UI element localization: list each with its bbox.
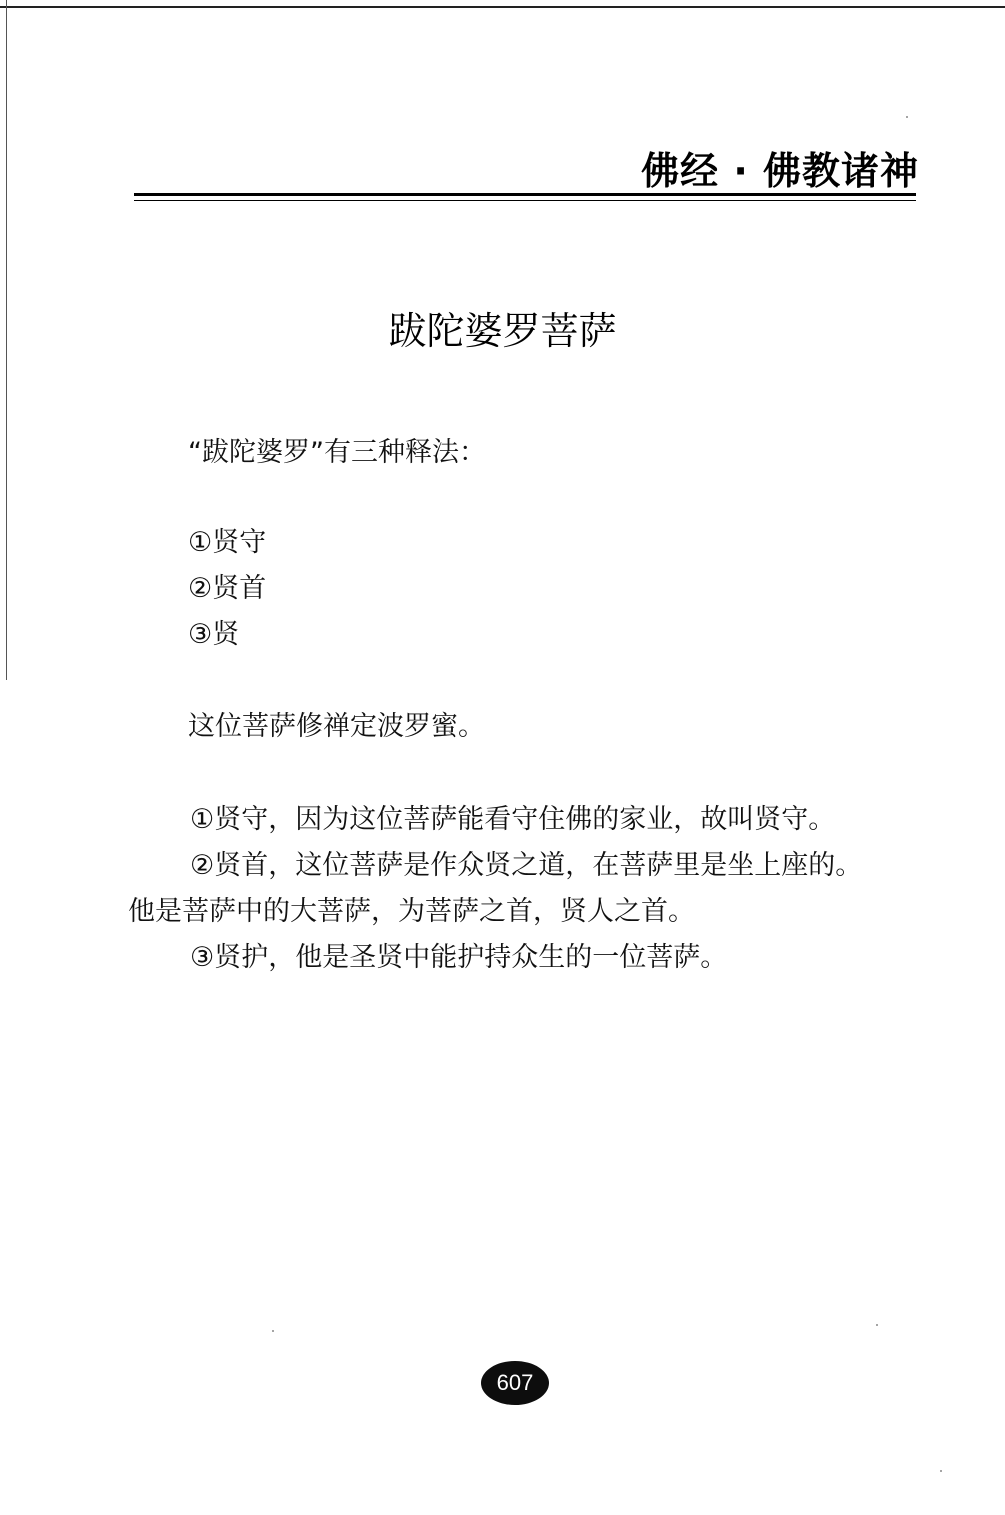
scan-speck bbox=[876, 1324, 878, 1326]
statement-text: 这位菩萨修禅定波罗蜜。 bbox=[188, 711, 485, 742]
page-title: 跋陀婆罗菩萨 bbox=[388, 309, 617, 353]
explanation-1: ①贤守，因为这位菩萨能看守住佛的家业，故叫贤守。 bbox=[190, 804, 836, 835]
explanations-block bbox=[128, 797, 868, 981]
intro-text: “跋陀婆罗”有三种释法： bbox=[188, 437, 486, 468]
header-rule-thin bbox=[134, 200, 916, 201]
list-item-2: ②贤首 bbox=[188, 573, 267, 604]
explanation-2: ②贤首，这位菩萨是作众贤之道，在菩萨里是坐上座的。他是菩萨中的大菩萨，为菩萨之首，贤人之首。 bbox=[128, 850, 863, 927]
page-number-badge: 607 bbox=[481, 1361, 549, 1405]
running-header: 佛经 · 佛教诸神 bbox=[641, 149, 919, 193]
header-rule-thick bbox=[134, 193, 916, 196]
explanation-3: ③贤护，他是圣贤中能护持众生的一位菩萨。 bbox=[190, 942, 728, 973]
list-item-1: ①贤守 bbox=[188, 527, 267, 558]
list-item-3: ③贤 bbox=[188, 619, 240, 650]
scan-speck bbox=[272, 1330, 274, 1332]
top-border-rule bbox=[0, 6, 1005, 8]
scan-speck bbox=[906, 116, 908, 118]
scan-speck bbox=[940, 1470, 942, 1472]
